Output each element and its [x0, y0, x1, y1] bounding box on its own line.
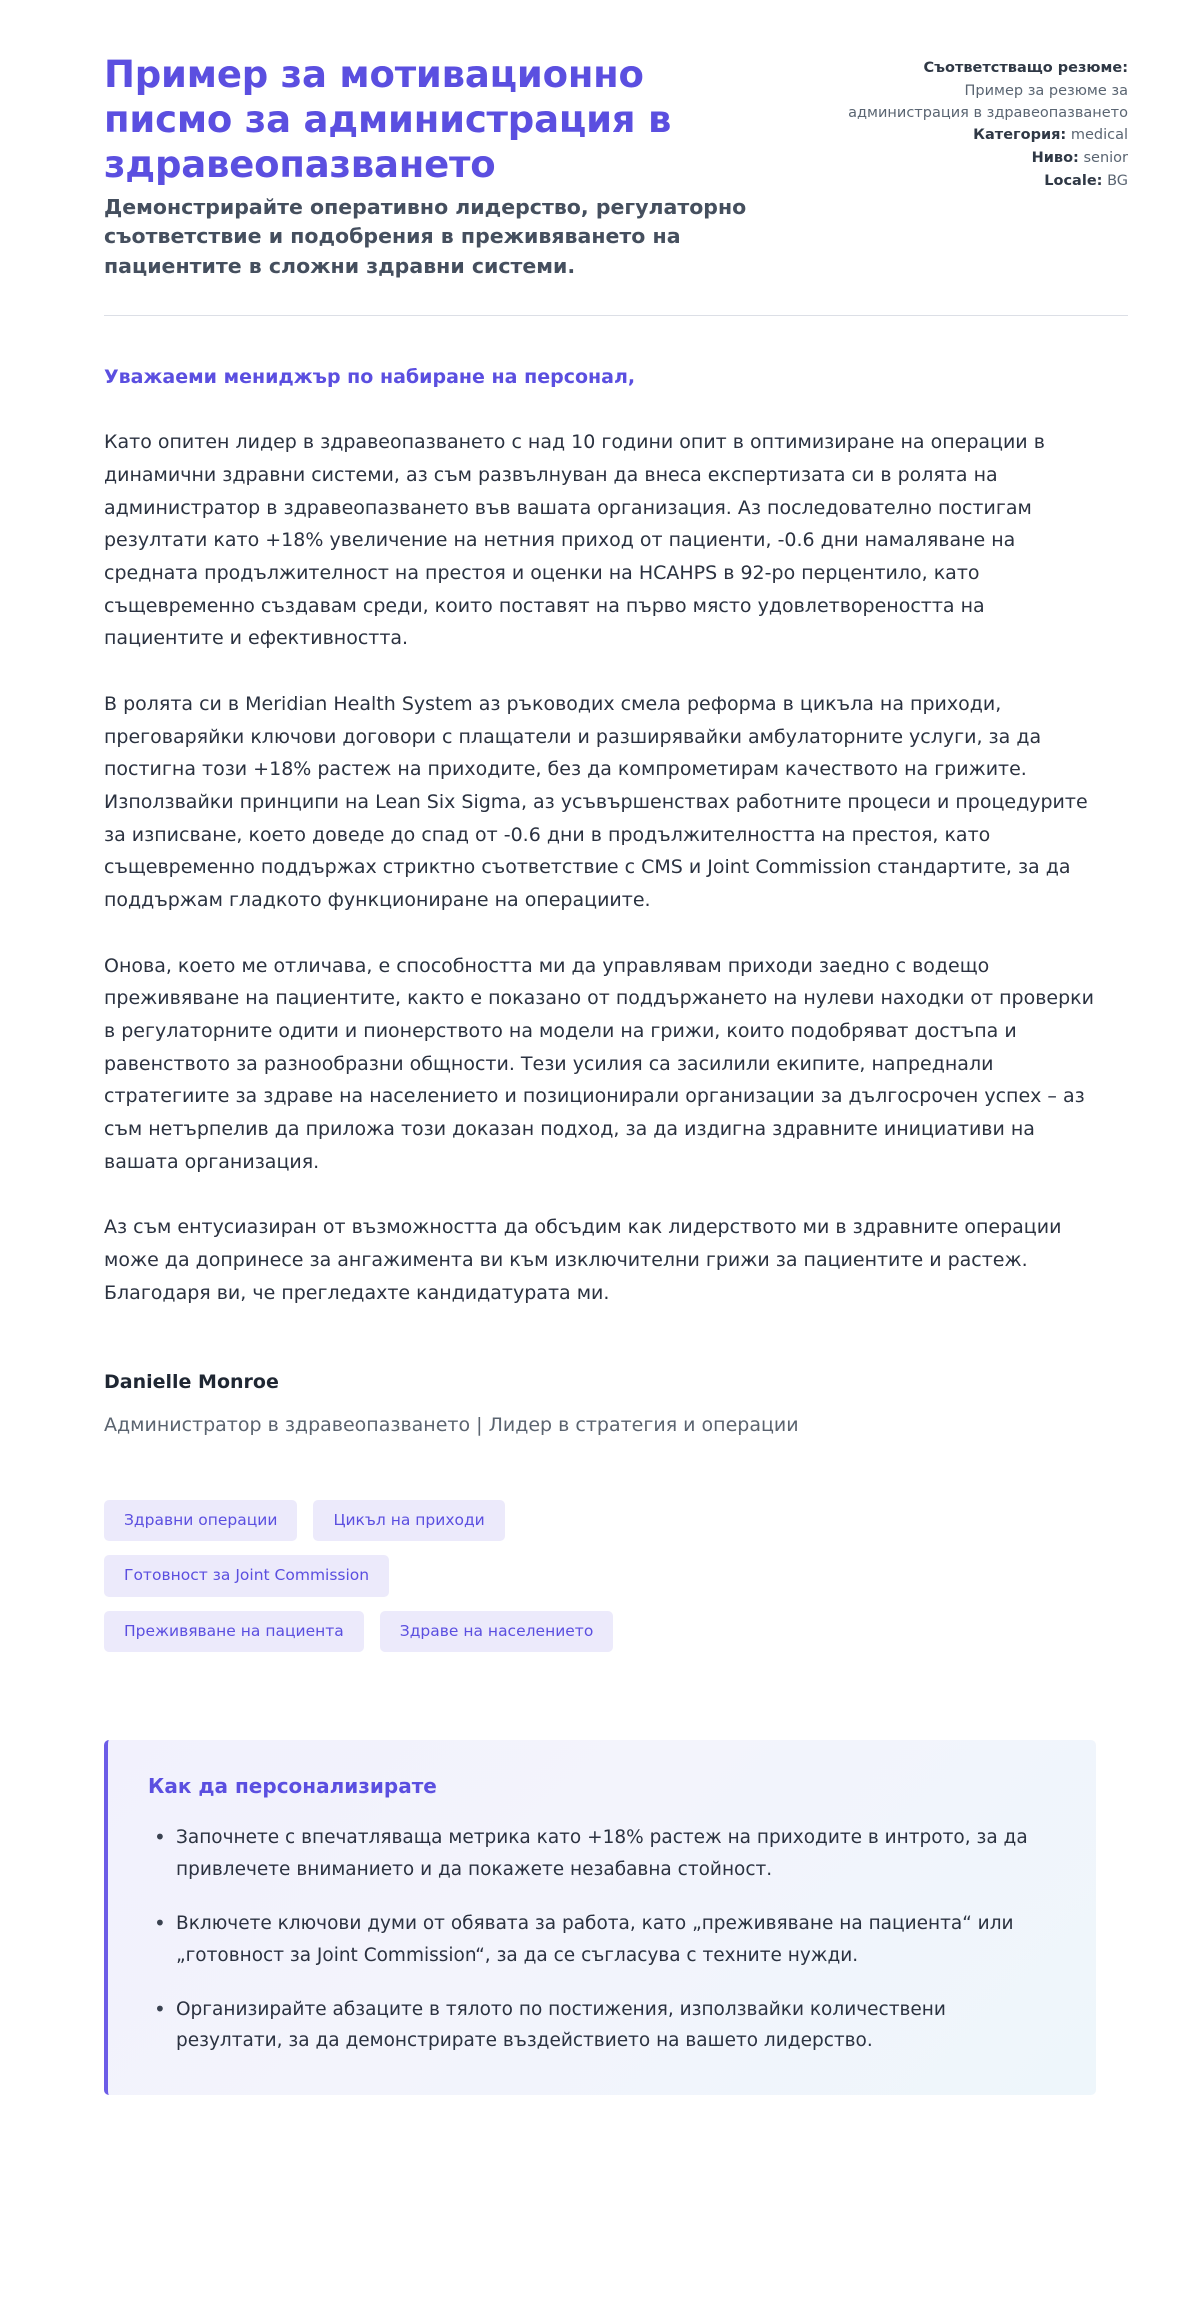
- meta-row-locale: [842, 171, 1128, 193]
- bottom-spacer: [0, 2095, 1200, 2155]
- meta-label-level: Ниво:: [1031, 150, 1079, 166]
- list-item: • Организирайте абзаците в тялото по постижения, използвайки количествени резултати, за да демонстрирате въздействието на вашето лидерство.: [148, 1994, 1056, 2058]
- callout-wrapper: [0, 1652, 1200, 2095]
- signature-role: Администратор в здравеопазването | Лидер в стратегия и операции: [104, 1414, 799, 1437]
- meta-label-resume: Съответстващо резюме:: [923, 60, 1128, 76]
- callout-title: Как да персонализирате: [148, 1774, 437, 1799]
- tag-item[interactable]: Преживяване на пациента: [104, 1611, 364, 1653]
- meta-row-resume: [842, 58, 1128, 80]
- letter-paragraph: Като опитен лидер в здравеопазването с над 10 години опит в оптимизиране на операции в динамични здравни системи, аз съм развълнуван да внеса експертизата си в ролята на администратор в здравеопазването във вашата организация. Аз последователно постигам резултати като +18% увеличение на нетния приход от пациенти, -0.6 дни намаляване на средната продължителност на престоя и оценки на HCAHPS в 92-ро перцентило, като същевременно създавам среди, които поставят на първо място удовлетвореността на пациентите и ефективността.: [104, 431, 1045, 650]
- meta-row-level: [842, 148, 1128, 170]
- tag-item[interactable]: Цикъл на приходи: [313, 1500, 504, 1542]
- meta-row-resume-value: [842, 81, 1128, 125]
- tag-list: [0, 1440, 760, 1653]
- letter-greeting: Уважаеми мениджър по набиране на персонал,: [104, 365, 636, 388]
- letter-signature: [0, 1309, 1200, 1440]
- meta-value-resume: Пример за резюме за администрация в здравеопазването: [848, 82, 1128, 121]
- list-item: • Започнете с впечатляваща метрика като +18% растеж на приходите в интрото, за да привлечете вниманието и да покажете незабавна стойност.: [148, 1822, 1056, 1886]
- meta-label-locale: Locale:: [1044, 172, 1103, 189]
- customization-callout: [104, 1740, 1096, 2095]
- tag-item[interactable]: Здравни операции: [104, 1500, 297, 1542]
- tag-item[interactable]: Здраве на населението: [380, 1611, 614, 1653]
- meta-row-category: [842, 125, 1128, 147]
- header-left: [104, 52, 754, 281]
- document-metadata: [842, 52, 1128, 194]
- meta-value-category: medical: [1070, 127, 1128, 144]
- list-item: • Включете ключови думи от обявата за работа, като „преживяване на пациента“ или „готовност за Joint Commission“, за да се съгласува с техните нужди.: [148, 1908, 1056, 1972]
- signature-name: Danielle Monroe: [104, 1371, 279, 1394]
- letter-body: [0, 316, 1200, 1310]
- letter-paragraph: Онова, което ме отличава, е способността ми да управлявам приходи заедно с водещо преживяване на пациентите, както е показано от поддържането на нулеви находки от проверки в регулаторните одити и пионерството на модели на грижи, които подобряват достъпа и равенството за разнообразни общности. Тези усилия са засилили екипите, напреднали стратегиите за здраве на населението и позиционирали организации за дългосрочен успех – аз съм нетърпелив да приложа този доказан подход, за да издигна здравните инициативи на вашата организация.: [104, 954, 1095, 1173]
- page-subtitle: Демонстрирайте оперативно лидерство, регулаторно съответствие и подобрения в преживяването на пациентите в сложни здравни системи.: [104, 195, 747, 278]
- document-header: [0, 0, 1200, 281]
- tag-item[interactable]: Готовност за Joint Commission: [104, 1555, 389, 1597]
- letter-paragraph: Аз съм ентусиазиран от възможността да обсъдим как лидерството ми в здравните операции може да допринесе за ангажимента ви към изключителни грижи за пациентите и растеж. Благодаря ви, че прегледахте кандидатурата ми.: [104, 1216, 1062, 1304]
- callout-list: [148, 1822, 1056, 2057]
- meta-value-locale: BG: [1107, 172, 1128, 189]
- letter-paragraph: В ролята си в Meridian Health System аз ръководих смела реформа в цикъла на приходи, преговаряйки ключови договори с плащатели и разширявайки амбулаторните услуги, за да постигна този +18% растеж на приходите, без да компрометирам качеството на грижите. Използвайки принципи на Lean Six Sigma, аз усъвършенствах работните процеси и процедурите за изписване, което доведе до спад от -0.6 дни в продължителността на престоя, като същевременно поддържах стриктно съответствие с CMS и Joint Commission стандартите, за да поддържам гладкото функциониране на операциите.: [104, 693, 1088, 912]
- meta-label-category: Категория:: [973, 127, 1067, 144]
- meta-value-level: senior: [1083, 150, 1128, 166]
- page-title: Пример за мотивационно писмо за администрация в здравеопазването: [104, 53, 672, 187]
